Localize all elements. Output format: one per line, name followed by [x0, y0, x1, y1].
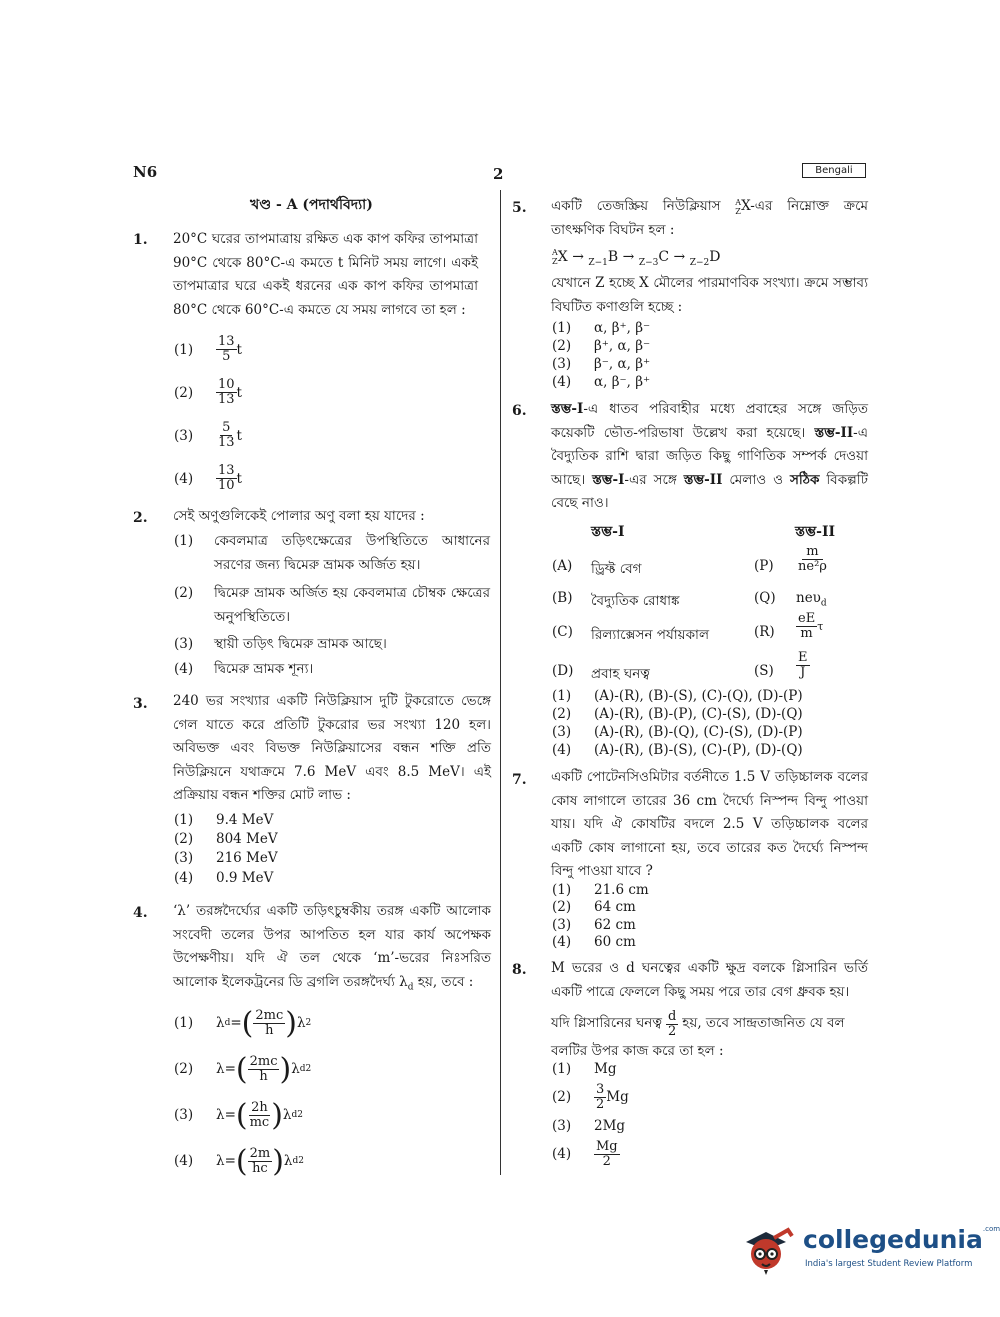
question-text: একটি তেজস্ক্রিয় নিউক্লিয়াস A Z X-এর নিম্নোক্ত ক্রমে তাৎক্ষণিক বিঘটন হল : [551, 197, 868, 238]
option-number: (2) [174, 585, 194, 601]
option[interactable]: (2) 64 cm [552, 899, 636, 915]
option[interactable]: (3) 2Mg [552, 1118, 626, 1134]
question-number: 4. [133, 905, 148, 921]
question-number: 6. [512, 403, 527, 419]
question-text: ‘λ’ তরঙ্গদৈর্ঘ্যের একটি তড়িৎচুম্বকীয় তরঙ্গ একটি আলোক সংবেদী তলের উপর আপতিত হল যার কার্য অপেক্ষক উপেক্ষণীয়। যদি ঐ তল থেকে ‘m’-ভরের নিঃসরিত আলোক ইলেকট্রনের ডি ব্রগলি তরঙ্গদৈর্ঘ্য $\lambda_d$ হয়, তবে : [173, 903, 491, 993]
option[interactable]: (2) β⁺, α, β⁻ [552, 338, 651, 354]
language-badge: Bengali [802, 163, 866, 178]
question-number: 3. [133, 696, 148, 712]
option[interactable]: (3) 216 MeV [174, 850, 278, 866]
option[interactable]: (4) λ = ( $\frac{2m}{hc}$ ) λ d 2 [174, 1143, 304, 1179]
option[interactable]: (1) 9.4 MeV [174, 812, 274, 828]
option[interactable]: (3) β⁻, α, β⁺ [552, 356, 651, 372]
option[interactable]: (1) λ d = ( $\frac{2mc}{h}$ ) λ 2 [174, 1005, 312, 1041]
question-text: সেই অণুগুলিকেই পোলার অণু বলা হয় যাদের : [173, 508, 425, 524]
match-item: বৈদ্যুতিক রোধাঙ্ক [591, 593, 680, 609]
formula: neυ$_d$ [796, 590, 827, 609]
decay-equation: A Z X → $_{Z-1}$B → $_{Z-3}$C → $_{Z-2}$D [552, 248, 721, 268]
option[interactable]: (3) λ = ( $\frac{2h}{mc}$ ) λ d 2 [174, 1097, 303, 1133]
page-number: 2 [493, 165, 504, 183]
question-text: বলটির উপর কাজ করে তা হল : [551, 1043, 724, 1059]
question-text: যেখানে Z হচ্ছে X মৌলের পারমাণবিক সংখ্যা। ক্রমে সম্ভাব্য বিঘটিত কণাগুলি হচ্ছে : [551, 275, 868, 315]
match-label: (P) [754, 558, 774, 574]
option[interactable]: (4) α, β⁻, β⁺ [552, 374, 651, 390]
option[interactable]: (3) $\frac{5}{13}$ t [174, 420, 242, 450]
collegedunia-mascot-icon [740, 1212, 802, 1276]
match-item: প্রবাহ ঘনত্ব [591, 666, 650, 682]
option[interactable]: (2) $\frac{3}{2}$ Mg [552, 1082, 629, 1112]
option[interactable]: (1) α, β⁺, β⁻ [552, 320, 651, 336]
question-number: 1. [133, 232, 148, 248]
formula: $\frac{m}{\text{ne²ρ}}$ [798, 544, 827, 574]
column-divider [500, 190, 501, 1175]
question-text: M ভরের ও d ঘনত্বের একটি ক্ষুদ্র বলকে গ্লিসারিন ভর্তি একটি পাত্রে ফেললে কিছু সময় পরে তার বেগ ধ্রুবক হয়। [551, 960, 868, 1000]
paper-code: N6 [133, 163, 158, 181]
collegedunia-logo[interactable]: collegedunia$^{.com}$ [803, 1225, 1000, 1254]
option[interactable]: (4) (A)-(R), (B)-(S), (C)-(P), (D)-(Q) [552, 742, 803, 758]
option-number: (1) [174, 533, 194, 549]
option[interactable]: (1) Mg [552, 1061, 617, 1077]
section-title: খণ্ড - A (পদার্থবিদ্যা) [250, 197, 373, 213]
match-label: (Q) [754, 590, 776, 606]
question-text: স্তম্ভ-I-এ ধাতব পরিবাহীর মধ্যে প্রবাহের সঙ্গে জড়িত কয়েকটি ভৌত-পরিভাষা উল্লেখ করা হয়েছে। স্তম্ভ-II-এ বৈদ্যুতিক রাশি দ্বারা জড়িত কিছু গাণিতিক সম্পর্ক দেওয়া আছে। স্তম্ভ-I-এর সঙ্গে স্তম্ভ-II মেলাও ও সঠিক বিকল্পটি বেছে নাও। [551, 401, 868, 511]
question-text: যদি গ্লিসারিনের ঘনত্ব $\frac{d}{2}$ হয়, তবে সান্দ্রতাজনিত যে বল [551, 1009, 845, 1039]
option[interactable]: দ্বিমেরু ভ্রামক অর্জিত হয় কেবলমাত্র চৌম্বক ক্ষেত্রের অনুপস্থিতিতে। [214, 585, 490, 625]
options-list [174, 1000, 311, 1184]
column-heading: স্তম্ভ-I [591, 524, 625, 540]
match-label: (S) [754, 663, 774, 679]
option-number: (3) [174, 636, 194, 652]
column-heading: স্তম্ভ-II [795, 524, 836, 540]
match-item: ড্রিফ্ট বেগ [591, 561, 642, 577]
option[interactable]: (4) $\frac{13}{10}$ t [174, 463, 242, 493]
question-text: একটি পোটেনসিওমিটার বর্তনীতে 1.5 V তড়িচ্চালক বলের কোষ লাগালে তারের 36 cm দৈর্ঘ্যে নিস্পন্দ বিন্দু পাওয়া যায়। যদি ঐ কোষটির বদলে 2.5 V তড়িচ্চালক বলের একটি কোষ লাগানো হয়, তবে তারের কত দৈর্ঘ্যে নিস্পন্দ বিন্দু পাওয়া যাবে ? [551, 769, 868, 879]
question-text: 20°C ঘরের তাপমাত্রায় রক্ষিত এক কাপ কফির তাপমাত্রা 90°C থেকে 80°C-এ কমতে t মিনিট সময় লাগে। একই তাপমাত্রার ঘরে একই ধরনের এক কাপ কফির তাপমাত্রা 80°C থেকে 60°C-এ কমতে যে সময় লাগবে তা হল : [173, 231, 478, 318]
match-item: রিল্যাক্সেসন পর্যায়কাল [591, 627, 710, 643]
formula: $\frac{E}{J}$ [798, 650, 808, 680]
question-number: 8. [512, 962, 527, 978]
question-number: 2. [133, 510, 148, 526]
match-label: (D) [552, 663, 574, 679]
option[interactable]: (3) (A)-(R), (B)-(Q), (C)-(S), (D)-(P) [552, 724, 803, 740]
match-label: (A) [552, 558, 573, 574]
option[interactable]: স্থায়ী তড়িৎ দ্বিমেরু ভ্রামক আছে। [214, 636, 387, 652]
question-text: 240 ভর সংখ্যার একটি নিউক্লিয়াস দুটি টুকরোতে ভেঙ্গে গেল যাতে করে প্রতিটি টুকরোর ভর সংখ্যা 120 হল। অবিভক্ত এবং বিভক্ত নিউক্লিয়াসের বন্ধন শক্তি প্রতি নিউক্লিয়নে যথাক্রমে 7.6 MeV এবং 8.5 MeV। এই প্রক্রিয়ায় বন্ধন শক্তির মোট লাভ : [173, 693, 491, 803]
question-number: 5. [512, 200, 527, 216]
match-label: (R) [754, 624, 775, 640]
option[interactable]: (1) 21.6 cm [552, 882, 649, 898]
logo-tagline: India's largest Student Review Platform [805, 1259, 973, 1269]
match-label: (B) [552, 590, 573, 606]
options-list [174, 328, 374, 500]
option[interactable]: (2) 804 MeV [174, 831, 278, 847]
question-number: 7. [512, 772, 527, 788]
option[interactable]: (1) $\frac{13}{5}$ t [174, 334, 242, 364]
option[interactable]: (4) $\frac{Mg}{2}$ [552, 1139, 618, 1169]
option[interactable]: (3) 62 cm [552, 917, 636, 933]
option[interactable]: দ্বিমেরু ভ্রামক শূন্য। [214, 661, 314, 677]
option[interactable]: (4) 0.9 MeV [174, 870, 274, 886]
option[interactable]: (4) 60 cm [552, 934, 636, 950]
match-label: (C) [552, 624, 573, 640]
option[interactable]: (1) (A)-(R), (B)-(S), (C)-(Q), (D)-(P) [552, 688, 803, 704]
option[interactable]: কেবলমাত্র তড়িৎক্ষেত্রের উপস্থিতিতে আধানের সরণের জন্য দ্বিমেরু ভ্রামক অর্জিত হয়। [214, 533, 490, 573]
formula: $\frac{eE}{m}$ τ [798, 611, 824, 641]
option[interactable]: (2) (A)-(R), (B)-(P), (C)-(S), (D)-(Q) [552, 706, 803, 722]
option-number: (4) [174, 661, 194, 677]
option[interactable]: (2) $\frac{10}{13}$ t [174, 377, 242, 407]
option[interactable]: (2) λ = ( $\frac{2mc}{h}$ ) λ d 2 [174, 1051, 312, 1087]
